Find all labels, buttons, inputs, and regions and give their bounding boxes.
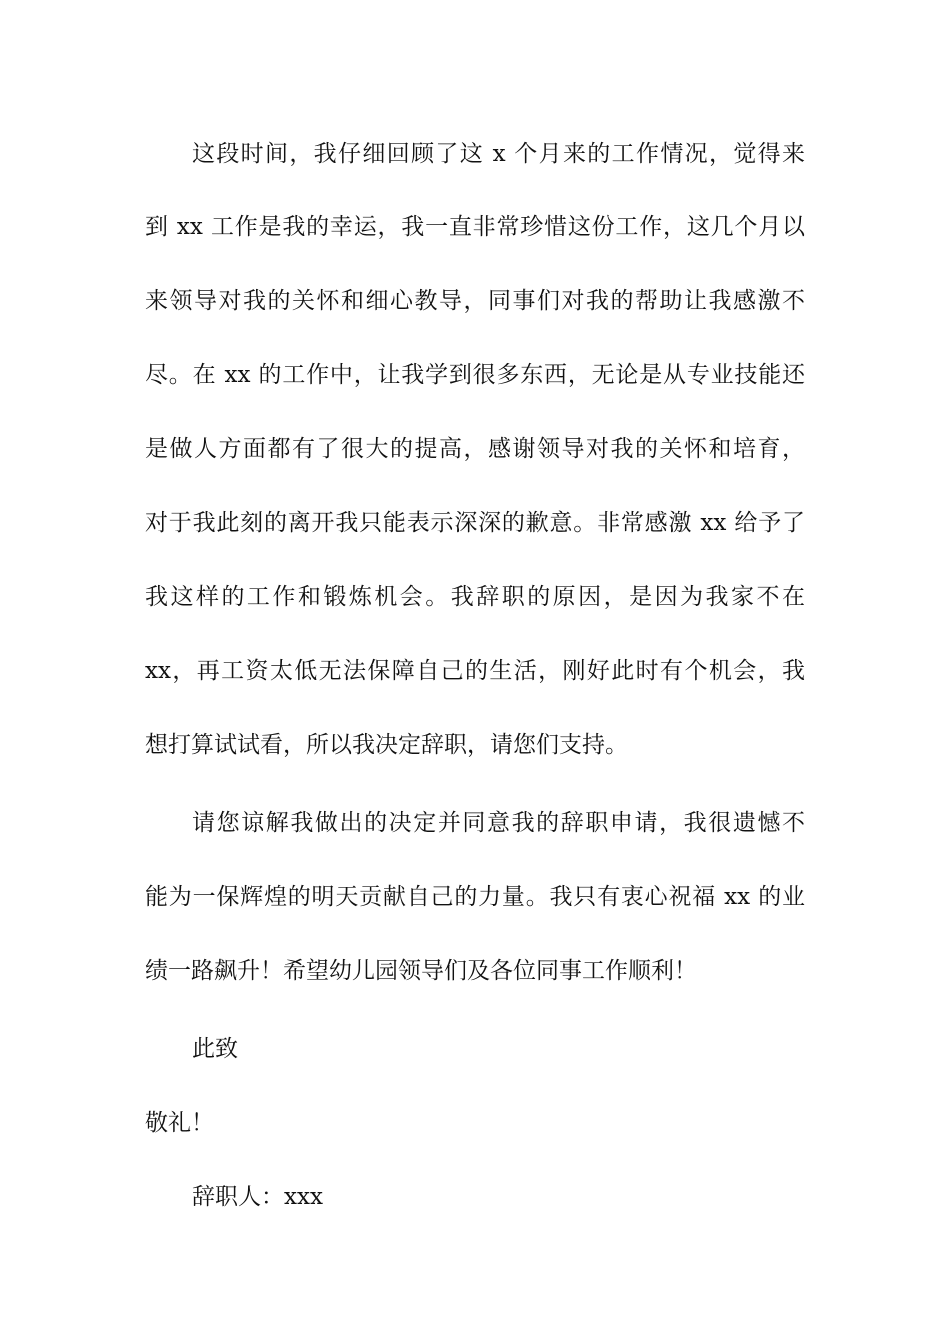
paragraph-line: 请您谅解我做出的决定并同意我的辞职申请，我很遗憾不 xyxy=(192,810,805,836)
paragraph-line: 绩一路飙升！希望幼儿园领导们及各位同事工作顺利！ xyxy=(145,958,697,984)
paragraph-line: 到 xx 工作是我的幸运，我一直非常珍惜这份工作，这几个月以 xyxy=(145,214,805,240)
closing-salutation: 此致 xyxy=(192,1036,238,1062)
paragraph-line: 对于我此刻的离开我只能表示深深的歉意。非常感激 xx 给予了 xyxy=(145,510,805,536)
paragraph-line: 能为一保辉煌的明天贡献自己的力量。我只有衷心祝福 xx 的业 xyxy=(145,884,805,910)
closing-regards: 敬礼！ xyxy=(145,1110,214,1136)
paragraph-line: 是做人方面都有了很大的提高，感谢领导对我的关怀和培育， xyxy=(145,436,805,462)
paragraph-line: 来领导对我的关怀和细心教导，同事们对我的帮助让我感激不 xyxy=(145,288,805,314)
paragraph-line: 尽。在 xx 的工作中，让我学到很多东西，无论是从专业技能还 xyxy=(145,362,805,388)
paragraph-line: 这段时间，我仔细回顾了这 x 个月来的工作情况，觉得来 xyxy=(192,141,805,167)
paragraph-line: 我这样的工作和锻炼机会。我辞职的原因，是因为我家不在 xyxy=(145,584,805,610)
signature-line: 辞职人：xxx xyxy=(192,1184,323,1210)
paragraph-line: xx，再工资太低无法保障自己的生活，刚好此时有个机会，我 xyxy=(145,658,805,684)
paragraph-line: 想打算试试看，所以我决定辞职，请您们支持。 xyxy=(145,732,628,758)
